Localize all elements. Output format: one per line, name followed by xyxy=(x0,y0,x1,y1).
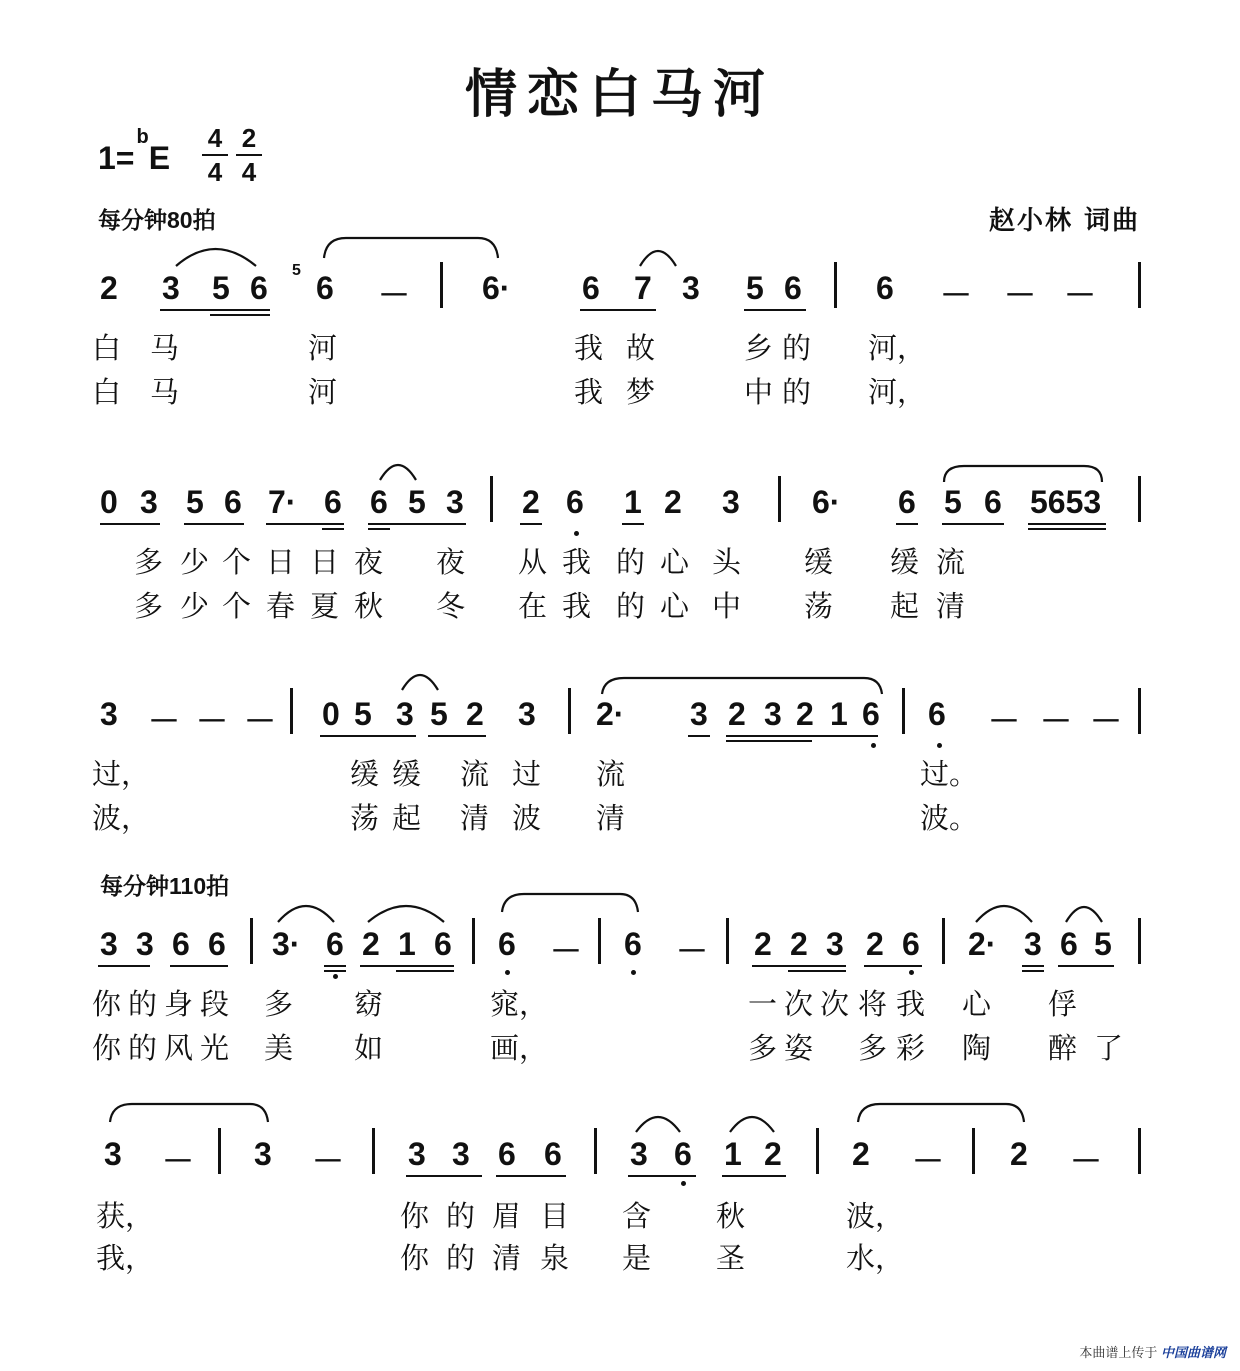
lyric: 起 xyxy=(890,589,920,623)
note: 6 xyxy=(898,484,916,520)
tie xyxy=(502,894,638,912)
note: 1 xyxy=(724,1136,742,1172)
lyric: 我 xyxy=(562,545,592,579)
lyric: 多 xyxy=(134,589,164,623)
lyric: 水， xyxy=(846,1241,905,1275)
note: 6 xyxy=(370,484,388,520)
song-title: 情恋白马河 xyxy=(464,64,775,125)
note: 5 xyxy=(354,696,372,732)
note: 3 xyxy=(764,696,782,732)
lyric: 流 xyxy=(596,757,626,791)
dash: － xyxy=(1070,1143,1103,1179)
lyric: 清 xyxy=(460,801,490,835)
lyric: 荡 xyxy=(350,801,380,835)
lyric: 河 xyxy=(308,375,338,409)
lyric: 头 xyxy=(712,545,742,579)
lyric: 多 xyxy=(264,987,294,1021)
dash: － xyxy=(988,703,1021,739)
slur xyxy=(636,1117,680,1132)
note: 2 xyxy=(728,696,746,732)
note: 6 xyxy=(324,484,342,520)
note: 5 xyxy=(1094,926,1112,962)
lyric: 清 xyxy=(596,801,626,835)
note: 6 xyxy=(928,696,946,732)
dash: － xyxy=(378,277,411,313)
note: 2 xyxy=(664,484,682,520)
lyric: 心 xyxy=(660,589,690,623)
dash: － xyxy=(676,933,709,969)
note: 5 xyxy=(186,484,204,520)
note: 2 xyxy=(466,696,484,732)
lyric: 夏 xyxy=(310,589,340,623)
lyric: 个 xyxy=(222,545,252,579)
dash: － xyxy=(162,1143,195,1179)
lyric: 你 xyxy=(92,1031,122,1065)
lyric: 秋 xyxy=(354,589,384,623)
note: 5 xyxy=(944,484,962,520)
lyric: 的 xyxy=(446,1241,476,1275)
tie xyxy=(858,1104,1024,1122)
lyric: 秋 xyxy=(716,1199,746,1233)
lyric: 我， xyxy=(96,1241,155,1275)
slur xyxy=(1066,907,1102,922)
lyric: 流 xyxy=(460,757,490,791)
note: 0 xyxy=(100,484,118,520)
note: 3 xyxy=(254,1136,272,1172)
note: 1 xyxy=(398,926,416,962)
lyric: 从 xyxy=(518,545,548,579)
lyric: 中 xyxy=(712,589,742,623)
dash: － xyxy=(312,1143,345,1179)
note: 3 xyxy=(408,1136,426,1172)
note: 3 xyxy=(722,484,740,520)
lyric: 起 xyxy=(392,801,422,835)
note: 3 xyxy=(100,696,118,732)
lyric: 马 xyxy=(150,375,180,409)
dash: － xyxy=(148,703,181,739)
lyric: 姿 xyxy=(784,1031,814,1065)
note: 5 xyxy=(430,696,448,732)
note: 0 xyxy=(322,696,340,732)
dash: － xyxy=(1004,277,1037,313)
lyric: 的 xyxy=(616,589,646,623)
note: 6 xyxy=(674,1136,692,1172)
note: 2 xyxy=(790,926,808,962)
note: 3 xyxy=(518,696,536,732)
tempo-marking-2: 每分钟110拍 xyxy=(100,873,230,899)
note: 7 xyxy=(634,270,652,306)
tie xyxy=(110,1104,268,1122)
lyric: 将 xyxy=(858,987,888,1021)
note: 7· xyxy=(268,484,297,520)
lyric: 的 xyxy=(128,1031,158,1065)
lyric: 日 xyxy=(266,545,296,579)
lyric: 我 xyxy=(574,331,604,365)
dash: － xyxy=(912,1143,945,1179)
note: 6 xyxy=(902,926,920,962)
slur xyxy=(944,466,1102,482)
note: 2· xyxy=(596,696,625,732)
lyric: 波， xyxy=(846,1199,905,1233)
lyric: 少 xyxy=(180,589,210,623)
slur xyxy=(602,678,882,694)
lyric: 中 xyxy=(744,375,774,409)
note: 6 xyxy=(434,926,452,962)
note: 3 xyxy=(396,696,414,732)
lyric: 的 xyxy=(782,375,812,409)
dash: － xyxy=(550,933,583,969)
grace-note: 5 xyxy=(292,262,301,279)
time-signature-2-4: 2 4 xyxy=(236,124,262,186)
lyric: 夜 xyxy=(354,545,384,579)
note: 3 xyxy=(682,270,700,306)
note: 3· xyxy=(272,926,301,962)
note: 5 xyxy=(212,270,230,306)
lyric: 流 xyxy=(936,545,966,579)
lyric: 含 xyxy=(622,1199,652,1233)
lyric: 冬 xyxy=(436,589,466,623)
lyric: 少 xyxy=(180,545,210,579)
note: 6 xyxy=(544,1136,562,1172)
lyric: 马 xyxy=(150,331,180,365)
note: 3 xyxy=(100,926,118,962)
note: 6 xyxy=(582,270,600,306)
lyric: 段 xyxy=(200,987,230,1021)
lyric: 心 xyxy=(962,987,992,1021)
lyric: 光 xyxy=(200,1031,230,1065)
flat-sign: b xyxy=(136,126,149,149)
author-credit: 赵小林 词曲 xyxy=(988,206,1140,236)
note: 6 xyxy=(326,926,344,962)
dash: － xyxy=(940,277,973,313)
lyric: 过 xyxy=(512,757,542,791)
lyric: 心 xyxy=(660,545,690,579)
lyric: 陶 xyxy=(962,1031,992,1065)
dash: － xyxy=(1090,703,1123,739)
lyric: 醉 xyxy=(1048,1031,1078,1065)
site-logo[interactable]: 中国曲谱网 xyxy=(1160,1345,1226,1360)
note: 6 xyxy=(316,270,334,306)
dash: － xyxy=(1040,703,1073,739)
lyric: 俘 xyxy=(1048,987,1078,1021)
lyric: 我 xyxy=(896,987,926,1021)
lyric: 缓 xyxy=(350,757,380,791)
note: 3 xyxy=(446,484,464,520)
note: 3 xyxy=(630,1136,648,1172)
lyric: 画， xyxy=(490,1031,549,1065)
note: 6· xyxy=(812,484,841,520)
lyric: 你 xyxy=(92,987,122,1021)
note: 2· xyxy=(968,926,997,962)
lyric: 河， xyxy=(868,331,927,365)
lyric: 次 xyxy=(820,987,850,1021)
note: 3 xyxy=(452,1136,470,1172)
note: 6 xyxy=(250,270,268,306)
lyric: 白 xyxy=(92,331,122,365)
note: 3 xyxy=(140,484,158,520)
lyric: 多 xyxy=(858,1031,888,1065)
note: 3 xyxy=(1024,926,1042,962)
note: 6 xyxy=(984,484,1002,520)
slur xyxy=(368,906,444,922)
lyric: 美 xyxy=(264,1031,294,1065)
note: 2 xyxy=(1010,1136,1028,1172)
lyric: 缓 xyxy=(392,757,422,791)
note: 3 xyxy=(104,1136,122,1172)
note: 2 xyxy=(362,926,380,962)
note: 6 xyxy=(208,926,226,962)
lyric: 次 xyxy=(784,987,814,1021)
lyric: 在 xyxy=(518,589,548,623)
lyric: 波， xyxy=(92,801,151,835)
note: 3 xyxy=(136,926,154,962)
slur xyxy=(402,675,438,690)
note: 2 xyxy=(754,926,772,962)
dash: － xyxy=(196,703,229,739)
note: 3 xyxy=(826,926,844,962)
lyric: 的 xyxy=(616,545,646,579)
note: 3 xyxy=(162,270,180,306)
lyric: 圣 xyxy=(716,1241,746,1275)
lyric: 了 xyxy=(1094,1031,1124,1065)
note: 2 xyxy=(522,484,540,520)
lyric: 清 xyxy=(936,589,966,623)
lyric: 波。 xyxy=(920,801,979,835)
key-note: E xyxy=(148,140,171,176)
lyric: 日 xyxy=(310,545,340,579)
lyric: 窈 xyxy=(354,987,384,1021)
note: 6 xyxy=(784,270,802,306)
lyric: 多 xyxy=(134,545,164,579)
lyric: 的 xyxy=(782,331,812,365)
note: 6· xyxy=(482,270,511,306)
note: 2 xyxy=(796,696,814,732)
slur xyxy=(730,1117,774,1132)
note: 2 xyxy=(866,926,884,962)
slur xyxy=(176,249,256,266)
tie xyxy=(324,238,498,258)
note: 6 xyxy=(876,270,894,306)
note: 1 xyxy=(624,484,642,520)
slur xyxy=(380,465,416,480)
lyric: 如 xyxy=(354,1031,384,1065)
time-signature-4-4: 4 4 xyxy=(202,124,228,186)
note: 2 xyxy=(852,1136,870,1172)
lyric: 多 xyxy=(748,1031,778,1065)
lyric: 你 xyxy=(400,1241,430,1275)
lyric: 身 xyxy=(164,987,194,1021)
tempo-marking-1: 每分钟80拍 xyxy=(98,207,216,233)
key-prefix: 1= xyxy=(98,140,135,176)
slur xyxy=(278,906,334,922)
lyric: 个 xyxy=(222,589,252,623)
lyric: 我 xyxy=(574,375,604,409)
note: 6 xyxy=(624,926,642,962)
note: 5 xyxy=(746,270,764,306)
lyric: 过。 xyxy=(920,757,979,791)
lyric: 故 xyxy=(626,331,656,365)
note: 1 xyxy=(830,696,848,732)
note: 3 xyxy=(690,696,708,732)
note: 6 xyxy=(224,484,242,520)
footer-credit: 本曲谱上传于 中国曲谱网 xyxy=(1079,1345,1226,1360)
slur xyxy=(640,251,676,266)
dash: － xyxy=(1064,277,1097,313)
note: 2 xyxy=(764,1136,782,1172)
lyric: 春 xyxy=(266,589,296,623)
lyric: 风 xyxy=(164,1031,194,1065)
note: 5 xyxy=(408,484,426,520)
lyric: 河， xyxy=(868,375,927,409)
lyric: 缓 xyxy=(890,545,920,579)
lyric: 的 xyxy=(446,1199,476,1233)
lyric: 泉 xyxy=(540,1241,570,1275)
note: 5653 xyxy=(1030,484,1102,520)
note: 6 xyxy=(1060,926,1078,962)
lyric: 彩 xyxy=(896,1031,926,1065)
note: 6 xyxy=(498,1136,516,1172)
lyric: 白 xyxy=(92,375,122,409)
lyric: 波 xyxy=(512,801,542,835)
note: 6 xyxy=(172,926,190,962)
lyric: 一 xyxy=(748,987,778,1021)
note: 2 xyxy=(100,270,118,306)
note: 6 xyxy=(862,696,880,732)
lyric: 夜 xyxy=(436,545,466,579)
lyric: 窕， xyxy=(490,987,549,1021)
lyric: 我 xyxy=(562,589,592,623)
slur xyxy=(976,906,1032,922)
lyric: 梦 xyxy=(626,375,656,409)
lyric: 目 xyxy=(540,1199,570,1233)
note: 6 xyxy=(498,926,516,962)
note: 6 xyxy=(566,484,584,520)
lyric: 你 xyxy=(400,1199,430,1233)
lyric: 过， xyxy=(92,757,151,791)
lyric: 获， xyxy=(96,1199,155,1233)
dash: － xyxy=(244,703,277,739)
lyric: 眉 xyxy=(492,1199,522,1233)
lyric: 是 xyxy=(622,1241,652,1275)
lyric: 河 xyxy=(308,331,338,365)
lyric: 缓 xyxy=(804,545,834,579)
lyric: 荡 xyxy=(804,589,834,623)
lyric: 的 xyxy=(128,987,158,1021)
lyric: 清 xyxy=(492,1241,522,1275)
lyric: 乡 xyxy=(744,331,774,365)
